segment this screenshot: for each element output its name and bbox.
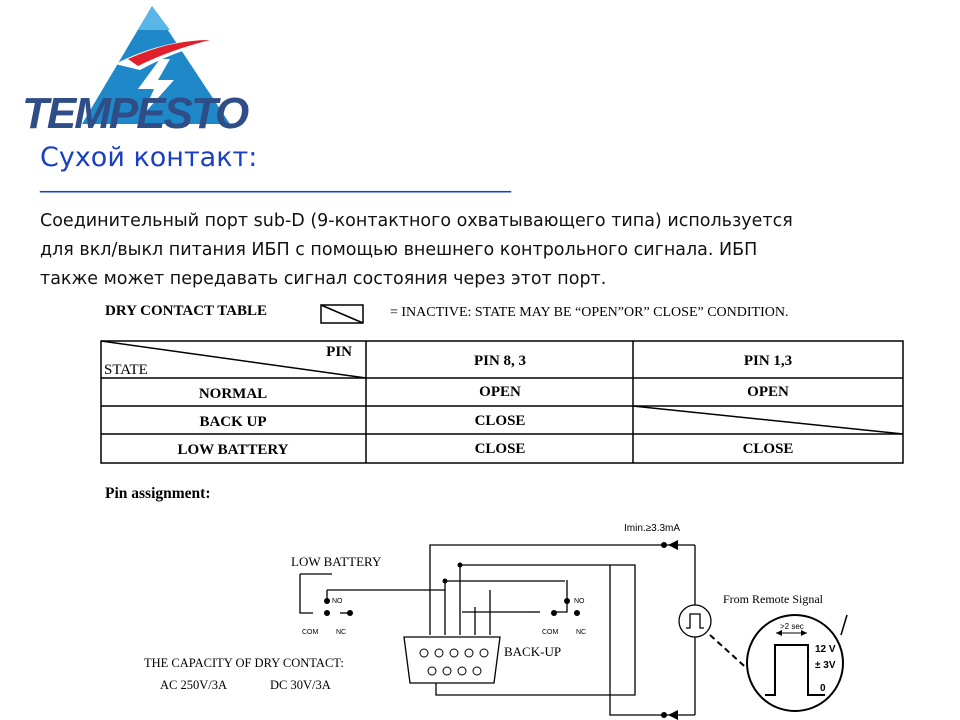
description-line: для вкл/выкл питания ИБП с помощью внешнего контрольного сигнала. ИБП (40, 240, 758, 260)
voltage-12v-label: 12 V (815, 644, 836, 655)
terminal-dot (661, 542, 667, 548)
current-label: Imin.≥3.3mA (624, 523, 681, 534)
relay-contact (564, 598, 570, 604)
inactive-note: = INACTIVE: STATE MAY BE “OPEN”OR” CLOSE” CONDITION. (390, 305, 789, 320)
row-state: NORMAL (198, 386, 268, 402)
pulse-width-label: >2 sec (780, 622, 804, 631)
voltage-tolerance-label: ± 3V (815, 660, 836, 671)
no-label: NO (574, 598, 585, 605)
row-value: CLOSE (742, 441, 794, 457)
row-state: LOW BATTERY (177, 442, 289, 458)
description-line: Соединительный порт sub-D (9-контактного охватывающего типа) используется (40, 211, 793, 231)
dry-contact-table (100, 340, 904, 464)
voltage-zero-label: 0 (820, 683, 826, 694)
com-label: COM (302, 629, 319, 636)
backup-label: BACK-UP (504, 644, 562, 659)
row-value: CLOSE (474, 413, 526, 429)
arrow-left-icon (668, 540, 678, 550)
description-line: также может передавать сигнал состояния через этот порт. (40, 269, 607, 289)
row-value: OPEN (747, 384, 789, 400)
row-value: CLOSE (474, 441, 526, 457)
inactive-cell-diagonal (633, 406, 903, 434)
relay-contact (574, 610, 580, 616)
low-battery-label: LOW BATTERY (291, 554, 382, 569)
inactive-symbol (320, 304, 364, 324)
junction-dot (443, 579, 448, 584)
tempesto-logo (20, 4, 300, 134)
dashed-leader (710, 635, 752, 673)
no-label: NO (332, 598, 343, 605)
column-header: PIN 1,3 (743, 353, 793, 369)
slide-description (40, 207, 890, 294)
relay-contact (347, 610, 353, 616)
pin-assignment-heading: Pin assignment: (105, 485, 211, 502)
relay-contact (324, 598, 330, 604)
relay-contact (551, 610, 557, 616)
remote-signal-label: From Remote Signal (723, 592, 823, 606)
slide-title: Сухой контакт: (40, 142, 258, 173)
logo-wordmark: TEMPESTO (22, 89, 248, 134)
capacity-ac: AC 250V/3A (160, 678, 228, 692)
pin-assignment-diagram (140, 515, 940, 720)
title-rule: _______________________________________________ (40, 168, 510, 193)
terminal-dot (661, 712, 667, 718)
logo-triangle-highlight (138, 6, 170, 30)
junction-dot (458, 563, 463, 568)
capacity-title: THE CAPACITY OF DRY CONTACT: (144, 656, 344, 670)
arrow-left-icon (668, 710, 678, 720)
corner-state-label: STATE (104, 362, 148, 378)
corner-pin-label: PIN (326, 344, 352, 360)
relay-contact (324, 610, 330, 616)
com-label: COM (542, 629, 559, 636)
capacity-dc: DC 30V/3A (270, 678, 331, 692)
row-value: OPEN (479, 384, 521, 400)
nc-label: NC (576, 629, 587, 636)
column-header: PIN 8, 3 (473, 353, 527, 369)
row-state: BACK UP (199, 414, 267, 430)
db9-connector-icon (404, 637, 500, 683)
signal-source-icon (679, 605, 711, 637)
dry-contact-table-heading: DRY CONTACT TABLE (105, 303, 268, 319)
nc-label: NC (336, 629, 347, 636)
